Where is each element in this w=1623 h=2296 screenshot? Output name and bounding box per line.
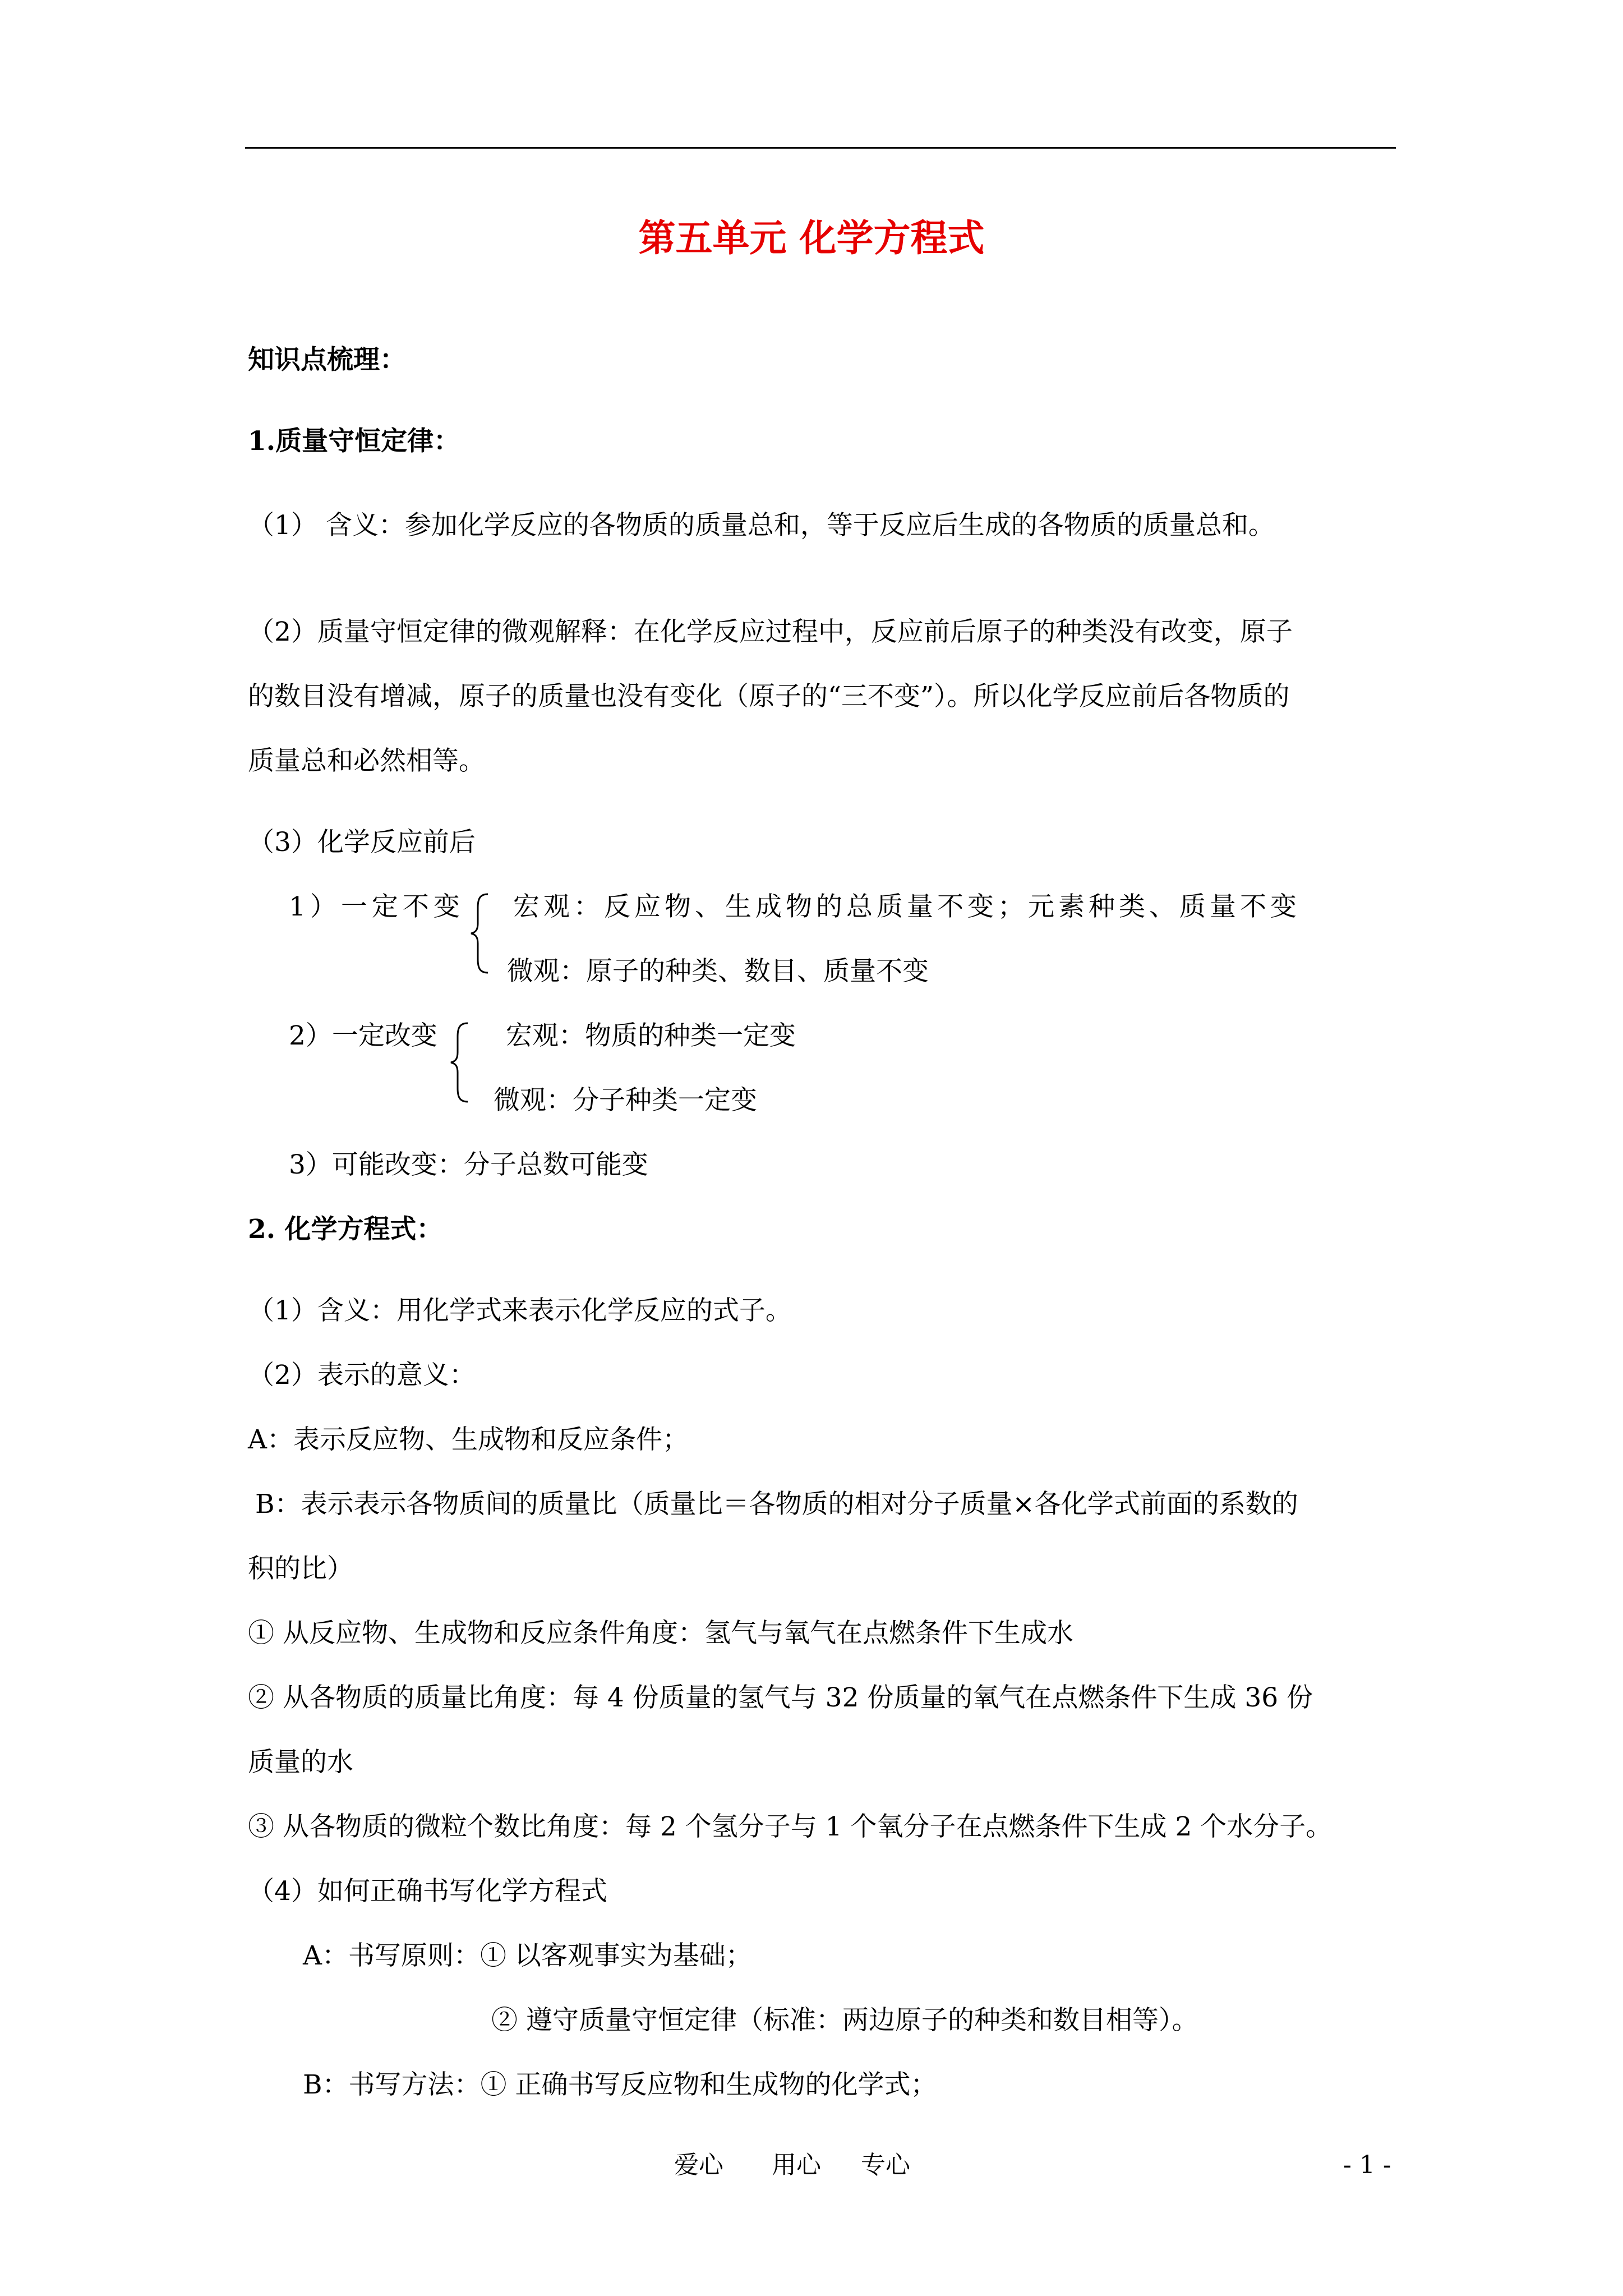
curly-brace-icon [469,891,491,976]
section2-heading: 2. 化学方程式： [248,1214,443,1245]
footer-motto-2: 用心 [772,2151,821,2179]
changed-micro: 微观：分子种类一定变 [494,1085,757,1116]
section2-p1: （1）含义：用化学式来表示化学反应的式子。 [248,1295,792,1326]
writing-method-1: B：书写方法：① 正确书写反应物和生成物的化学式； [303,2069,937,2100]
section1-p2-line1: （2）质量守恒定律的微观解释：在化学反应过程中，反应前后原子的种类没有改变，原子 [248,616,1293,647]
section1-heading: 1.质量守恒定律： [248,426,460,457]
page-number: - 1 - [1343,2151,1391,2179]
angle-1: ① 从反应物、生成物和反应条件角度：氢气与氧气在点燃条件下生成水 [248,1618,1073,1649]
writing-principle-1: A：书写原则：① 以客观事实为基础； [303,1940,752,1971]
meaning-a: A：表示反应物、生成物和反应条件； [248,1424,689,1455]
section1-p1: （1） 含义：参加化学反应的各物质的质量总和，等于反应后生成的各物质的质量总和。 [248,510,1275,541]
unchanged-micro: 微观：原子的种类、数目、质量不变 [507,956,929,987]
unchanged-label: 1）一定不变 [289,891,464,922]
footer-motto-3: 专心 [861,2151,910,2179]
section2-p4: （4）如何正确书写化学方程式 [248,1876,607,1907]
angle-3: ③ 从各物质的微粒个数比角度：每 2 个氢分子与 1 个氧分子在点燃条件下生成 2 个水分子。 [248,1811,1332,1842]
section1-p2-line3: 质量总和必然相等。 [248,746,485,776]
curly-brace-icon [449,1020,471,1105]
writing-principle-2: ② 遵守质量守恒定律（标准：两边原子的种类和数目相等）。 [491,2005,1198,2036]
unchanged-macro: 宏观：反应物、生成物的总质量不变；元素种类、质量不变 [513,891,1301,922]
page-title: 第五单元 化学方程式 [638,216,985,260]
changed-macro: 宏观：物质的种类一定变 [506,1020,796,1051]
section1-p2-line2: 的数目没有增减，原子的质量也没有变化（原子的“三不变”）。所以化学反应前后各物质的 [248,681,1290,712]
changed-label: 2）一定改变 [289,1020,437,1051]
footer-motto-1: 爱心 [674,2151,723,2179]
meaning-b-line2: 积的比） [248,1553,353,1584]
angle-2-line2: 质量的水 [248,1747,353,1778]
section1-p3: （3）化学反应前后 [248,827,476,858]
header-rule [245,147,1396,149]
angle-2-line1: ② 从各物质的质量比角度：每 4 份质量的氢气与 32 份质量的氧气在点燃条件下生成 36 份 [248,1682,1313,1713]
meaning-b-line1: B：表示表示各物质间的质量比（质量比＝各物质的相对分子质量×各化学式前面的系数的 [255,1489,1298,1520]
overview-heading: 知识点梳理： [248,344,406,375]
maybe-changed: 3）可能改变：分子总数可能变 [289,1149,648,1180]
section2-p2: （2）表示的意义： [248,1360,476,1391]
